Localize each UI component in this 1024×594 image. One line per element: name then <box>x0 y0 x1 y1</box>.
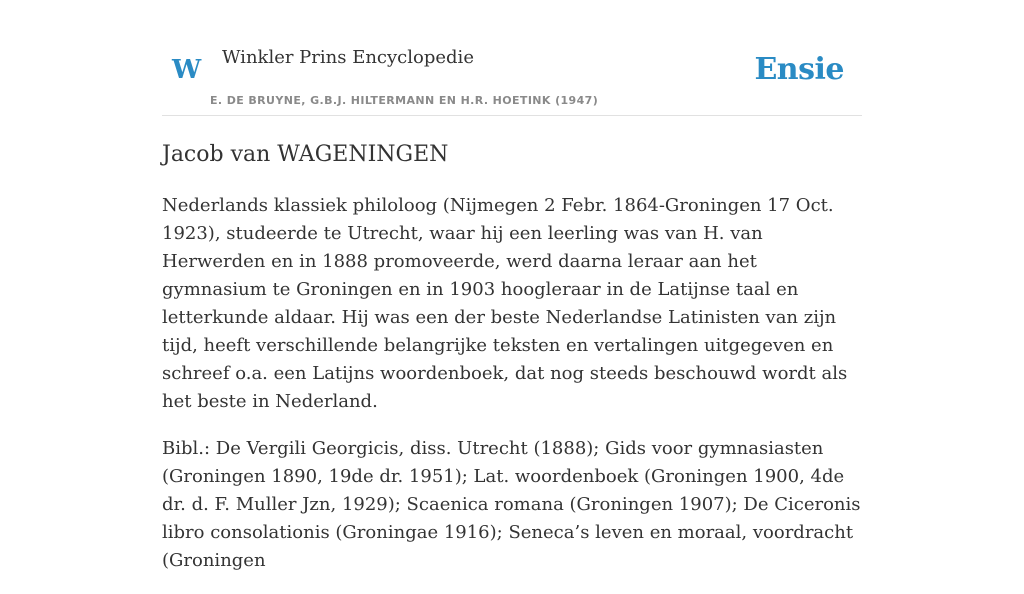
source-authors: E. DE BRUYNE, G.B.J. HILTERMANN EN H.R. HOETINK (1947) <box>210 94 599 107</box>
source-title[interactable]: Winkler Prins Encyclopedie <box>222 47 474 68</box>
bibliography-paragraph: Bibl.: De Vergili Georgicis, diss. Utrecht (1888); Gids voor gymnasiasten (Groningen 1890, 19de dr. 1951); Lat. woordenboek (Groningen 1900, 4de dr. d. F. Muller Jzn, 1929); Scaenica romana (Groningen 1907); De Ciceronis libro consolationis (Groningae 1916); Seneca’s leven en moraal, voordracht (Groningen <box>162 438 861 571</box>
ensie-logo-link[interactable]: Ensie <box>754 52 844 87</box>
article-body <box>162 192 864 594</box>
article-paragraph: Nederlands klassiek philoloog (Nijmegen 2 Febr. 1864-Groningen 17 Oct. 1923), studeerde te Utrecht, waar hij een leerling was van H. van Herwerden en in 1888 promoveerde, werd daarna leraar aan het gymnasium te Groningen en in 1903 hoogleraar in de Latijnse taal en letterkunde aldaar. Hij was een der beste Nederlandse Latinisten van zijn tijd, heeft verschillende belangrijke teksten en vertalingen uitgegeven en schreef o.a. een Latijns woordenboek, dat nog steeds beschouwd wordt als het beste in Nederland. <box>162 195 848 412</box>
header-divider <box>162 115 862 116</box>
article-title: Jacob van WAGENINGEN <box>162 142 449 167</box>
source-logo-icon[interactable]: W <box>172 55 201 85</box>
